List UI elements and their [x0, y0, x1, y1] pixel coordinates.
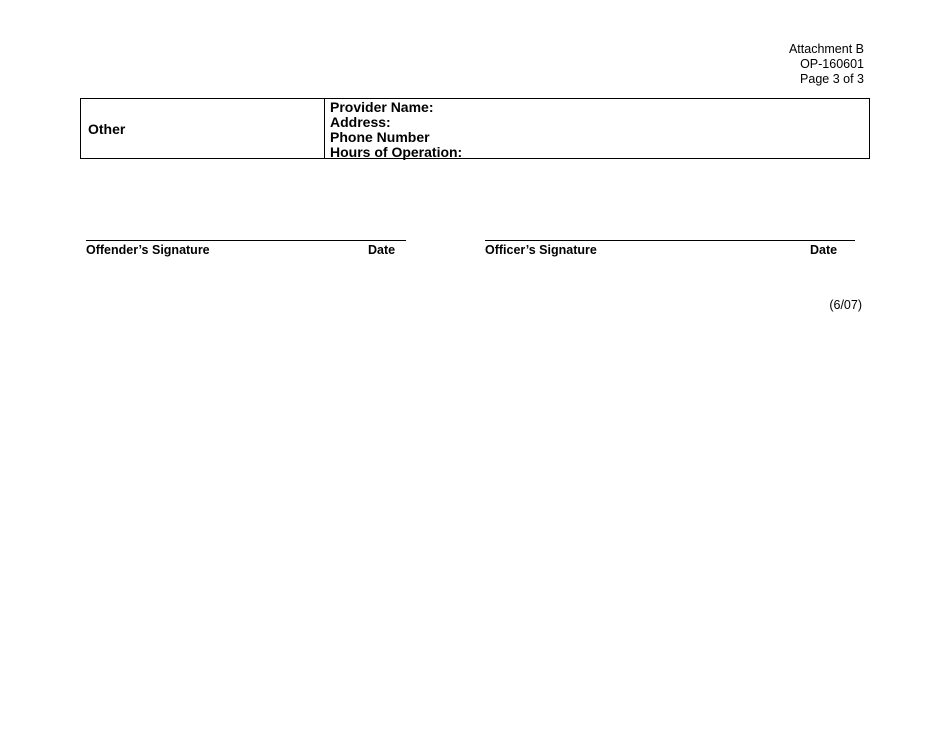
officer-signature-label: Officer’s Signature — [485, 243, 597, 257]
address-field: Address: — [330, 114, 391, 130]
page-number: Page 3 of 3 — [800, 72, 864, 86]
officer-signature-line — [485, 240, 855, 241]
offender-signature-label: Offender’s Signature — [86, 243, 210, 257]
revision-date: (6/07) — [829, 298, 862, 312]
offender-signature-line — [86, 240, 406, 241]
provider-name-field: Provider Name: — [330, 99, 434, 115]
category-label: Other — [88, 120, 126, 137]
document-header — [789, 42, 864, 87]
category-cell — [81, 99, 325, 158]
offender-date-label: Date — [368, 243, 396, 257]
officer-date-label: Date — [810, 243, 838, 257]
provider-fields-cell — [325, 99, 869, 158]
form-number: OP-160601 — [800, 57, 864, 71]
hours-of-operation-field: Hours of Operation: — [330, 144, 463, 160]
attachment-label: Attachment B — [788, 42, 864, 56]
phone-number-field: Phone Number — [330, 129, 430, 145]
provider-table — [80, 98, 870, 159]
